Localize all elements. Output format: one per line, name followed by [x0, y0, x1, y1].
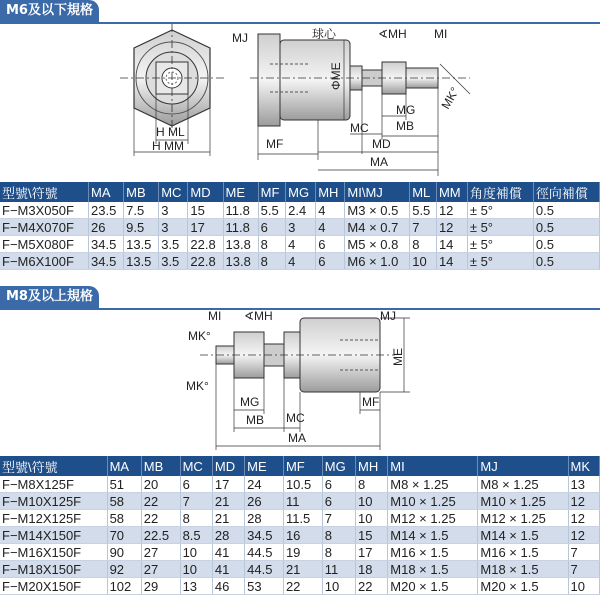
column-header: 型號\符號 [0, 456, 107, 476]
column-header: MH [355, 456, 387, 476]
table-cell: 11.8 [223, 202, 258, 219]
table-cell: 22 [283, 578, 322, 595]
table-cell: 5.5 [258, 202, 286, 219]
label-mk-bottom: MK° [186, 379, 209, 393]
table-cell: 29 [141, 578, 180, 595]
table-cell: 28 [245, 510, 284, 527]
column-header: MD [212, 456, 244, 476]
table-cell: 17 [188, 219, 223, 236]
table-cell: 10 [568, 578, 599, 595]
table-cell: 22 [355, 578, 387, 595]
table-cell: ± 5° [467, 253, 533, 270]
table-cell: 10 [180, 544, 212, 561]
column-header: 角度補償 [467, 182, 533, 202]
column-header: 型號\符號 [0, 182, 89, 202]
table-cell: 92 [107, 561, 141, 578]
table-cell: 44.5 [245, 561, 284, 578]
table-row [0, 510, 600, 527]
label-h-mm: H MM [152, 139, 184, 153]
table-cell: 46 [212, 578, 244, 595]
table-cell: 7 [180, 493, 212, 510]
table-cell: 4 [316, 202, 345, 219]
table-cell: 14 [436, 236, 467, 253]
table-cell: 27 [141, 561, 180, 578]
table-cell: 15 [188, 202, 223, 219]
table-cell: 58 [107, 510, 141, 527]
table-cell: 9.5 [124, 219, 159, 236]
table-cell: 102 [107, 578, 141, 595]
table-cell: 0.5 [533, 219, 599, 236]
table-cell: 20 [141, 476, 180, 493]
label-mg-2: MG [240, 395, 260, 409]
drawing-m6-below [0, 24, 600, 182]
table-cell: ± 5° [467, 236, 533, 253]
table-cell: 8 [180, 510, 212, 527]
table-cell: F−M14X150F [0, 527, 107, 544]
spec-table-m8 [0, 456, 600, 595]
table-cell: 13.5 [124, 236, 159, 253]
column-header: 徑向補償 [533, 182, 599, 202]
table-cell: 11.5 [283, 510, 322, 527]
table-cell: 14 [436, 253, 467, 270]
table-row [0, 219, 600, 236]
table-cell: 90 [107, 544, 141, 561]
column-header: MD [188, 182, 223, 202]
column-header: ME [223, 182, 258, 202]
label-ma: MA [370, 155, 388, 169]
table-cell: 21 [212, 510, 244, 527]
column-header: MF [283, 456, 322, 476]
table-cell: 15 [355, 527, 387, 544]
side-view [232, 26, 470, 176]
label-mc-2: MC [286, 411, 305, 425]
table-cell: M20 × 1.5 [478, 578, 568, 595]
table-cell: F−M5X080F [0, 236, 89, 253]
table-header-row [0, 456, 600, 476]
column-header: MG [286, 182, 316, 202]
table-cell: 10 [180, 561, 212, 578]
table-cell: 3 [159, 202, 188, 219]
table-cell: 6 [258, 219, 286, 236]
table-cell: 11 [283, 493, 322, 510]
table-cell: F−M3X050F [0, 202, 89, 219]
table-cell: 17 [355, 544, 387, 561]
table-cell: 34.5 [245, 527, 284, 544]
label-mh: ∢MH [378, 27, 407, 41]
label-mf: MF [266, 137, 284, 151]
table-cell: 0.5 [533, 236, 599, 253]
table-cell: 4 [286, 236, 316, 253]
column-header: MI [388, 456, 478, 476]
table-cell: 6 [180, 476, 212, 493]
table-cell: 22 [141, 493, 180, 510]
section-title-m6: M6及以下規格 [0, 0, 99, 22]
table-cell: M18 × 1.5 [478, 561, 568, 578]
column-header: MF [258, 182, 286, 202]
table-cell: 22.8 [188, 236, 223, 253]
table-cell: M16 × 1.5 [478, 544, 568, 561]
table-cell: 6 [322, 493, 355, 510]
table-cell: 13.8 [223, 253, 258, 270]
label-mi-2: MI [208, 310, 222, 323]
table-cell: F−M16X150F [0, 544, 107, 561]
table-cell: 10 [355, 510, 387, 527]
label-mk-top: MK° [188, 329, 211, 343]
column-header: MH [316, 182, 345, 202]
label-me-2: ME [391, 348, 405, 366]
table-cell: 3.5 [159, 236, 188, 253]
table-cell: 13 [180, 578, 212, 595]
label-mb: MB [396, 119, 414, 133]
table-cell: 7 [568, 561, 599, 578]
table-cell: M4 × 0.7 [345, 219, 410, 236]
column-header: MC [159, 182, 188, 202]
table-cell: 19 [283, 544, 322, 561]
spec-table-m6 [0, 182, 600, 270]
table-cell: M8 × 1.25 [478, 476, 568, 493]
table-cell: 3.5 [159, 253, 188, 270]
column-header: MJ [478, 456, 568, 476]
label-h-ml: H ML [156, 125, 185, 139]
table-cell: 51 [107, 476, 141, 493]
table-cell: 0.5 [533, 202, 599, 219]
table-cell: F−M8X125F [0, 476, 107, 493]
table-cell: 7 [568, 544, 599, 561]
table-cell: 22 [141, 510, 180, 527]
table-cell: 12 [568, 510, 599, 527]
column-header: MI\MJ [345, 182, 410, 202]
table-cell: M16 × 1.5 [388, 544, 478, 561]
table-cell: F−M18X150F [0, 561, 107, 578]
label-me: ΦME [329, 62, 343, 90]
table-cell: M5 × 0.8 [345, 236, 410, 253]
table-cell: 7.5 [124, 202, 159, 219]
column-header: MB [141, 456, 180, 476]
table-cell: 11.8 [223, 219, 258, 236]
table-cell: 10 [410, 253, 437, 270]
table-cell: M3 × 0.5 [345, 202, 410, 219]
table-cell: 17 [212, 476, 244, 493]
table-cell: 10.5 [283, 476, 322, 493]
table-row [0, 476, 600, 493]
table-cell: 41 [212, 544, 244, 561]
label-ma-2: MA [288, 431, 306, 445]
table-cell: 58 [107, 493, 141, 510]
table-cell: 5.5 [410, 202, 437, 219]
table-cell: 27 [141, 544, 180, 561]
column-header: MA [89, 182, 124, 202]
label-mk: MK° [438, 84, 463, 112]
table-cell: 0.5 [533, 253, 599, 270]
table-cell: M10 × 1.25 [478, 493, 568, 510]
table-row [0, 527, 600, 544]
column-header: MG [322, 456, 355, 476]
section-title-m8: M8及以上規格 [0, 286, 99, 308]
column-header: MB [124, 182, 159, 202]
table-cell: 8.5 [180, 527, 212, 544]
table-cell: 2.4 [286, 202, 316, 219]
label-mh-2: ∢MH [244, 310, 273, 323]
table-row [0, 236, 600, 253]
table-cell: 13 [568, 476, 599, 493]
label-qiuxin: 球心 [312, 27, 337, 41]
table-row [0, 493, 600, 510]
table-cell: 34.5 [89, 236, 124, 253]
table-cell: 28 [212, 527, 244, 544]
table-cell: M12 × 1.25 [388, 510, 478, 527]
label-md: MD [372, 137, 391, 151]
table-cell: 13.5 [124, 253, 159, 270]
column-header: ME [245, 456, 284, 476]
label-mj: MJ [232, 31, 248, 45]
label-mb-2: MB [246, 413, 264, 427]
column-header: MA [107, 456, 141, 476]
table-cell: 6 [322, 476, 355, 493]
table-cell: 11 [322, 561, 355, 578]
table-cell: 21 [283, 561, 322, 578]
table-cell: 12 [436, 219, 467, 236]
column-header: MC [180, 456, 212, 476]
table-cell: F−M12X125F [0, 510, 107, 527]
table-cell: 8 [258, 253, 286, 270]
table-cell: 8 [322, 527, 355, 544]
table-cell: 4 [316, 219, 345, 236]
table-row [0, 202, 600, 219]
table-cell: 41 [212, 561, 244, 578]
label-mj-2: MJ [380, 310, 396, 323]
column-header: MM [436, 182, 467, 202]
table-cell: 53 [245, 578, 284, 595]
table-cell: 23.5 [89, 202, 124, 219]
table-cell: 3 [286, 219, 316, 236]
table-cell: 34.5 [89, 253, 124, 270]
table-cell: M14 × 1.5 [478, 527, 568, 544]
column-header: ML [410, 182, 437, 202]
table-cell: 12 [568, 527, 599, 544]
table-cell: 10 [322, 578, 355, 595]
table-cell: ± 5° [467, 202, 533, 219]
table-cell: 16 [283, 527, 322, 544]
table-row [0, 253, 600, 270]
table-cell: 6 [316, 236, 345, 253]
table-cell: 8 [355, 476, 387, 493]
table-cell: M12 × 1.25 [478, 510, 568, 527]
table-cell: 7 [322, 510, 355, 527]
label-mi: MI [434, 27, 448, 41]
front-view [120, 24, 224, 156]
column-header: MK [568, 456, 599, 476]
table-cell: F−M4X070F [0, 219, 89, 236]
table-row [0, 561, 600, 578]
table-cell: 22.5 [141, 527, 180, 544]
table-cell: F−M10X125F [0, 493, 107, 510]
table-cell: 10 [355, 493, 387, 510]
table-cell: F−M20X150F [0, 578, 107, 595]
label-mf-2: MF [362, 395, 380, 409]
table-header-row [0, 182, 600, 202]
table-cell: 8 [322, 544, 355, 561]
table-cell: 18 [355, 561, 387, 578]
table-cell: 8 [410, 236, 437, 253]
table-row [0, 544, 600, 561]
table-cell: 26 [89, 219, 124, 236]
table-cell: 44.5 [245, 544, 284, 561]
table-cell: 12 [436, 202, 467, 219]
table-cell: F−M6X100F [0, 253, 89, 270]
table-cell: 4 [286, 253, 316, 270]
table-cell: 8 [258, 236, 286, 253]
table-row [0, 578, 600, 595]
drawing-m8-above [0, 310, 600, 456]
table-cell: 6 [316, 253, 345, 270]
table-cell: 26 [245, 493, 284, 510]
table-cell: M14 × 1.5 [388, 527, 478, 544]
label-mc: MC [350, 121, 369, 135]
table-cell: M6 × 1.0 [345, 253, 410, 270]
table-cell: M18 × 1.5 [388, 561, 478, 578]
table-cell: 13.8 [223, 236, 258, 253]
table-cell: 7 [410, 219, 437, 236]
table-cell: 12 [568, 493, 599, 510]
table-cell: 24 [245, 476, 284, 493]
table-cell: ± 5° [467, 219, 533, 236]
table-cell: 3 [159, 219, 188, 236]
table-cell: M10 × 1.25 [388, 493, 478, 510]
table-cell: 22.8 [188, 253, 223, 270]
table-cell: 70 [107, 527, 141, 544]
table-cell: M8 × 1.25 [388, 476, 478, 493]
label-mg: MG [396, 103, 416, 117]
table-cell: M20 × 1.5 [388, 578, 478, 595]
table-cell: 21 [212, 493, 244, 510]
